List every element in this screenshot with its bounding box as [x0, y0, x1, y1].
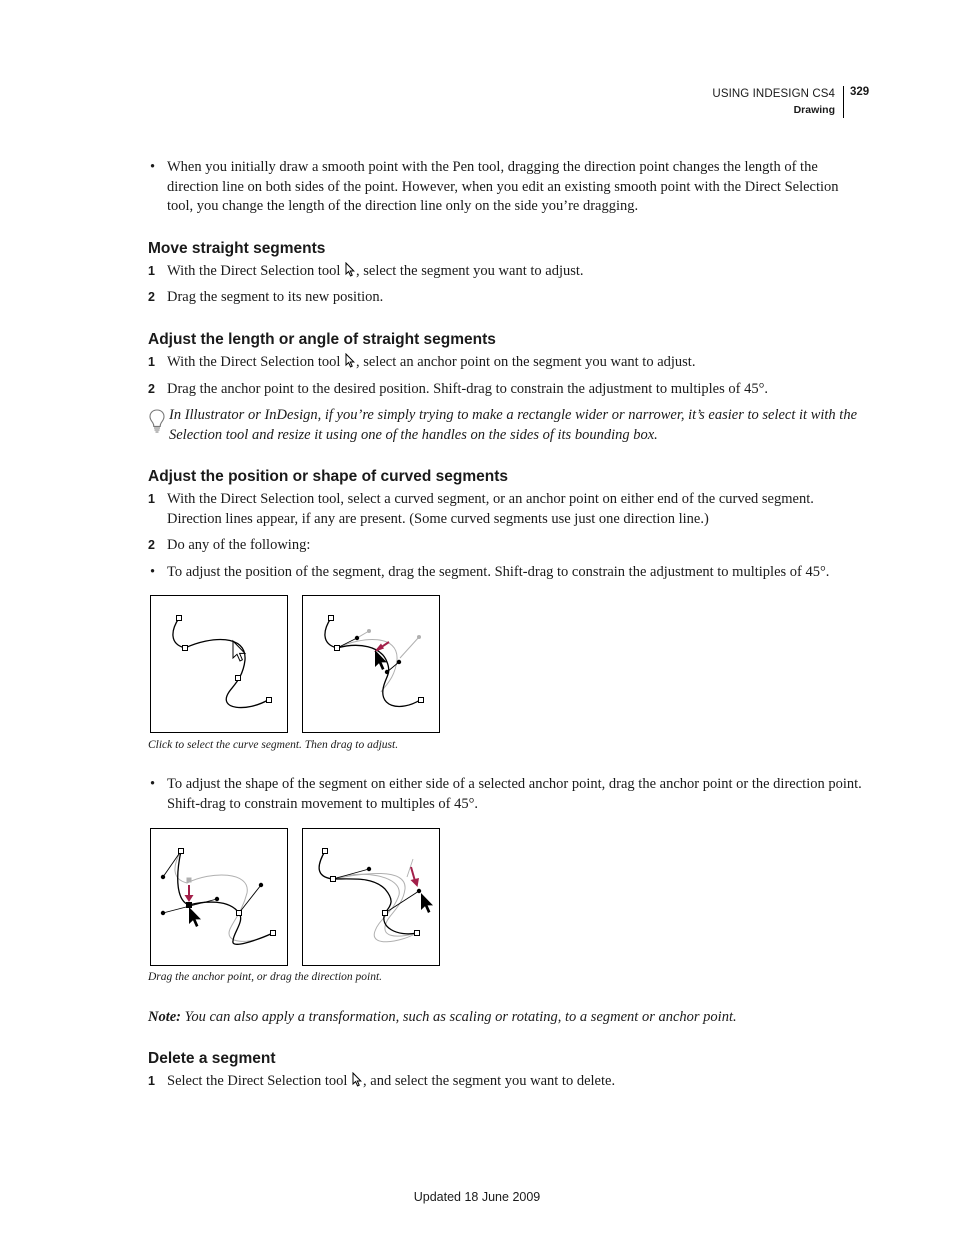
- anchor-point: [179, 849, 184, 854]
- direction-point: [161, 911, 165, 915]
- adjust-length-step-1: 1 With the Direct Selection tool , select an anchor point on the segment you want to adjust.: [148, 354, 696, 370]
- figure-caption-2: Drag the anchor point, or drag the direction point.: [148, 971, 383, 983]
- direction-point: [259, 883, 263, 887]
- header-titles: [712, 86, 844, 118]
- note-paragraph: Note: You can also apply a transformation, such as scaling or rotating, to a segment or anchor point.: [148, 1009, 737, 1025]
- selected-anchor-point: [383, 911, 388, 916]
- ghost-direction-point: [417, 635, 421, 639]
- tip-paragraph: In Illustrator or InDesign, if you’re simply trying to make a rectangle wider or narrower, it’s easier to select it with the Selection tool and resize it using one of the handles on the sides of its bounding box.: [148, 406, 869, 445]
- figure-drag-curve-segment: [302, 595, 440, 733]
- anchor-point: [271, 931, 276, 936]
- anchor-point: [237, 911, 242, 916]
- figure-drag-direction-point: [302, 828, 440, 966]
- ghost-direction-line: [400, 637, 419, 658]
- direction-point: [397, 660, 401, 664]
- delete-step-1: 1 Select the Direct Selection tool , and select the segment you want to delete.: [148, 1073, 616, 1089]
- figure-drag-anchor-point: [150, 828, 288, 966]
- direct-selection-arrow-icon: [344, 353, 356, 368]
- heading-delete-segment: Delete a segment: [148, 1050, 276, 1067]
- move-step-2: 2 Drag the segment to its new position.: [148, 289, 384, 305]
- anchor-point: [183, 646, 188, 651]
- direction-line: [239, 885, 261, 913]
- note-label: Note:: [148, 1009, 182, 1025]
- pointer-cursor-icon: [189, 907, 201, 927]
- direction-point: [367, 867, 371, 871]
- lightbulb-icon: [148, 408, 166, 434]
- doc-title: USING INDESIGN CS4: [712, 88, 835, 100]
- page-footer: Updated 18 June 2009: [413, 1190, 541, 1204]
- drag-arrow-head: [411, 878, 420, 887]
- direct-selection-arrow-icon: [344, 262, 356, 277]
- curve-path: [173, 618, 268, 708]
- drag-arrow-head: [185, 895, 194, 902]
- ghost-direction-point: [367, 629, 371, 633]
- bullet-mark: •: [150, 159, 156, 175]
- adjust-length-step-2: 2 Drag the anchor point to the desired position. Shift-drag to constrain the adjustment to multiples of 45°.: [148, 381, 768, 397]
- pointer-cursor-icon: [421, 893, 433, 913]
- anchor-point: [419, 698, 424, 703]
- anchor-point: [331, 877, 336, 882]
- ghost-curve: [319, 851, 417, 942]
- direction-point: [355, 636, 359, 640]
- anchor-point: [236, 676, 241, 681]
- direction-point: [385, 670, 389, 674]
- adjust-curved-step-2: 2 Do any of the following:: [148, 537, 311, 553]
- direction-point: [215, 897, 219, 901]
- running-header: [712, 86, 870, 118]
- direction-point: [161, 875, 165, 879]
- page-number: 329: [850, 86, 870, 98]
- curve-path: [178, 851, 273, 944]
- anchor-point: [415, 931, 420, 936]
- anchor-point: [329, 616, 334, 621]
- ghost-curve: [325, 618, 397, 692]
- direction-line: [385, 891, 419, 913]
- drag-arrow: [411, 867, 415, 881]
- ghost-anchor-point: [187, 878, 192, 883]
- section-title: Drawing: [793, 104, 835, 116]
- adjust-curved-step-1: 1 With the Direct Selection tool, select a curved segment, or an anchor point on either end of the curved segment. Direction lines appear, if any are present. (Some curved segments use just one direction line.): [148, 491, 814, 527]
- adjust-shape-bullet: • To adjust the shape of the segment on either side of a selected anchor point, drag the anchor point or the direction point. Shift-drag to constrain movement to multiples of 45°.: [150, 776, 862, 812]
- heading-adjust-curved: Adjust the position or shape of curved segments: [148, 468, 508, 485]
- intro-bullet: • When you initially draw a smooth point with the Pen tool, dragging the direction point changes the length of the direction line on both sides of the point. However, when you edit an existing smooth point with the Direct Selection tool, you change the length of the direction line only on the side you’re dragging.: [150, 159, 839, 214]
- anchor-point: [177, 616, 182, 621]
- figure-select-curve-segment: [150, 595, 288, 733]
- heading-move-straight: Move straight segments: [148, 240, 326, 257]
- adjust-position-bullet: • To adjust the position of the segment, drag the segment. Shift-drag to constrain the adjustment to multiples of 45°.: [150, 564, 830, 580]
- curve-path: [325, 618, 420, 706]
- move-step-1: 1 With the Direct Selection tool , select the segment you want to adjust.: [148, 263, 584, 279]
- anchor-point: [323, 849, 328, 854]
- anchor-point: [335, 646, 340, 651]
- curve-path: [319, 851, 417, 934]
- selected-anchor-point: [187, 903, 192, 908]
- figure-caption-1: Click to select the curve segment. Then drag to adjust.: [148, 739, 399, 751]
- direction-point: [417, 889, 421, 893]
- direct-selection-arrow-icon: [351, 1072, 363, 1087]
- heading-adjust-length: Adjust the length or angle of straight segments: [148, 331, 496, 348]
- anchor-point: [267, 698, 272, 703]
